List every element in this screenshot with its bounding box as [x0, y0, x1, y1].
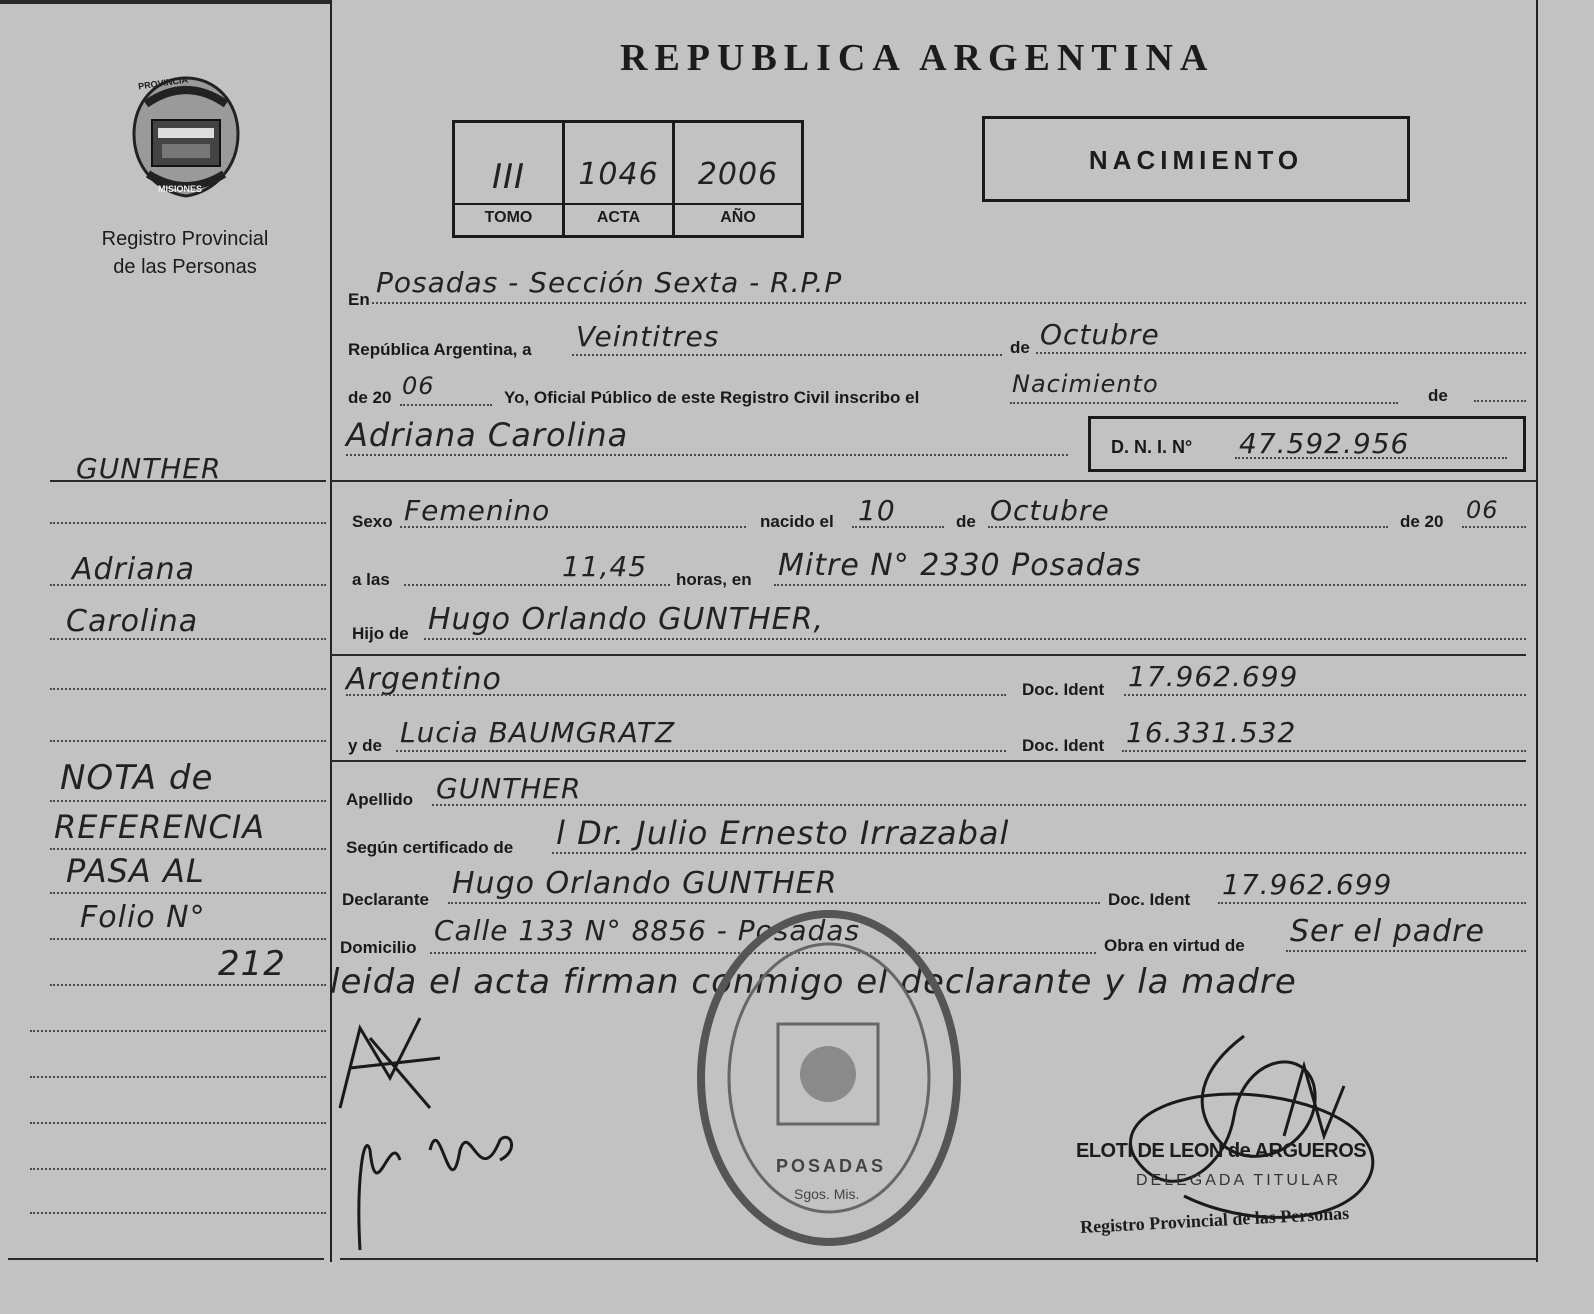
- provincial-seal-icon: [126, 74, 246, 200]
- anio-label: AÑO: [720, 209, 756, 226]
- form-dots: [1218, 902, 1526, 904]
- de-label: de: [1010, 338, 1030, 357]
- doc-type-box: [982, 116, 1410, 202]
- signatory-name: ELOTI DE LEON de ARGUEROS: [1076, 1140, 1367, 1162]
- doc-label: Doc. Ident: [1022, 680, 1105, 699]
- margin-note-3: PASA AL: [66, 852, 205, 890]
- form-dots: [1286, 950, 1526, 952]
- form-dots: [372, 302, 1526, 304]
- form-dots: [424, 638, 1526, 640]
- margin-note-5: 212: [218, 944, 286, 984]
- top-left-border: [0, 0, 330, 4]
- nacido-anio: 06: [1466, 496, 1499, 524]
- dia-value: Veintitres: [576, 320, 720, 353]
- form-dots: [774, 584, 1526, 586]
- hora-value: 11,45: [562, 550, 648, 583]
- form-dots: [852, 526, 944, 528]
- country-title: REPUBLICA ARGENTINA: [620, 37, 1215, 79]
- margin-dots: [30, 1122, 326, 1124]
- right-frame-line: [1536, 0, 1538, 1262]
- margin-dots: [30, 1030, 326, 1032]
- horas-label: horas, en: [676, 570, 752, 589]
- form-separator: [330, 760, 1526, 762]
- form-dots: [572, 354, 1002, 356]
- leida-value: leida el acta firman conmigo el declarante y la madre: [330, 962, 1297, 1002]
- nacido-dia: 10: [858, 494, 896, 527]
- apellido-value: GUNTHER: [436, 772, 582, 805]
- margin-dots: [50, 522, 326, 524]
- de20-label: de 20: [348, 388, 392, 407]
- declarante-doc: 17.962.699: [1222, 868, 1393, 901]
- registry-title-line1: Registro Provincial: [101, 228, 269, 250]
- padre-value: Hugo Orlando GUNTHER,: [428, 602, 824, 637]
- domicilio-value: Calle 133 N° 8856 - Posadas: [434, 914, 861, 947]
- lugar-value: Mitre N° 2330 Posadas: [778, 548, 1142, 583]
- de-label-2: de: [1428, 386, 1448, 405]
- margin-dots: [30, 1076, 326, 1078]
- seal-bottom-text: MISIONES: [158, 184, 203, 194]
- form-dots: [396, 750, 1006, 752]
- form-separator: [330, 654, 1526, 656]
- form-dots: [1124, 694, 1526, 696]
- bottom-left-border: [8, 1258, 324, 1260]
- form-dots: [404, 584, 670, 586]
- doc-label-declarante: Doc. Ident: [1108, 890, 1191, 909]
- domicilio-label: Domicilio: [340, 938, 417, 957]
- margin-given-2: Carolina: [66, 604, 199, 639]
- de20-label-2: de 20: [1400, 512, 1444, 531]
- doc-type-label: NACIMIENTO: [1088, 145, 1304, 175]
- margin-note-2: REFERENCIA: [54, 808, 266, 846]
- acta-value: 1046: [578, 157, 659, 192]
- dni-label: D. N. I. N°: [1111, 437, 1193, 457]
- form-dots: [1122, 750, 1526, 752]
- acta-label: ACTA: [596, 209, 641, 226]
- alas-label: a las: [352, 570, 390, 589]
- tomo-label: TOMO: [484, 209, 533, 226]
- witness-signature-2: [350, 1090, 530, 1260]
- dni-box: [1088, 416, 1526, 472]
- stamp-city: POSADAS: [776, 1156, 887, 1176]
- obra-value: Ser el padre: [1290, 914, 1485, 949]
- margin-dots: [50, 848, 326, 850]
- margin-dots: [30, 1212, 326, 1214]
- mes-value: Octubre: [1040, 318, 1160, 351]
- republica-label: República Argentina, a: [348, 340, 532, 359]
- margin-dots: [50, 938, 326, 940]
- sexo-value: Femenino: [404, 494, 551, 527]
- en-value: Posadas - Sección Sexta - R.P.P: [376, 266, 843, 299]
- en-label: En: [348, 290, 370, 309]
- oficial-label: Yo, Oficial Público de este Registro Civil inscribo el: [504, 388, 920, 407]
- signatory-office: Registro Provincial de las Personas: [1079, 1202, 1350, 1238]
- stamp-province: Sgos. Mis.: [794, 1186, 860, 1202]
- form-dots: [1010, 402, 1398, 404]
- nombre-value: Adriana Carolina: [346, 416, 629, 454]
- apellido-label: Apellido: [346, 790, 414, 809]
- sexo-label: Sexo: [352, 512, 393, 531]
- declarante-label: Declarante: [342, 890, 429, 909]
- anio-value: 2006: [697, 157, 779, 192]
- margin-note-4: Folio N°: [80, 900, 206, 935]
- tomo-value: III: [491, 157, 526, 197]
- margin-line: [50, 480, 326, 482]
- form-dots: [1462, 526, 1526, 528]
- form-dots: [448, 902, 1100, 904]
- obra-label: Obra en virtud de: [1104, 936, 1245, 955]
- registry-title-line2: de las Personas: [113, 256, 257, 278]
- madre-value: Lucia BAUMGRATZ: [400, 716, 676, 749]
- margin-dots: [50, 892, 326, 894]
- form-dots: [400, 404, 492, 406]
- form-dots: [552, 852, 1526, 854]
- margin-dots: [50, 984, 326, 986]
- margin-given-1: Adriana: [72, 552, 196, 587]
- padre-doc: 17.962.699: [1128, 660, 1299, 693]
- nacido-label: nacido el: [760, 512, 834, 531]
- segun-value: l Dr. Julio Ernesto Irrazabal: [556, 814, 1010, 852]
- margin-dots: [50, 740, 326, 742]
- form-dots: [1235, 457, 1507, 459]
- segun-label: Según certificado de: [346, 838, 514, 857]
- form-dots: [346, 454, 1068, 456]
- form-dots: [346, 694, 1006, 696]
- doc-label-madre: Doc. Ident: [1022, 736, 1105, 755]
- anio-value-form: 06: [402, 372, 435, 400]
- form-dots: [1036, 352, 1526, 354]
- record-box: [452, 120, 804, 238]
- seal-top-text: PROVINCIA: [137, 74, 189, 92]
- padre-nacionalidad: Argentino: [346, 662, 502, 697]
- dni-value: 47.592.956: [1239, 427, 1410, 460]
- form-dots: [432, 804, 1526, 806]
- margin-dots: [50, 638, 326, 640]
- yde-label: y de: [348, 736, 383, 755]
- inscribo-value: Nacimiento: [1012, 370, 1159, 398]
- margin-dots: [50, 584, 326, 586]
- nacido-mes: Octubre: [990, 494, 1110, 527]
- margin-dots: [50, 800, 326, 802]
- margin-note-1: NOTA de: [60, 758, 214, 798]
- margin-dots: [50, 688, 326, 690]
- de-label-3: de: [956, 512, 976, 531]
- madre-doc: 16.331.532: [1126, 716, 1297, 749]
- hijo-label: Hijo de: [352, 624, 409, 643]
- margin-surname: GUNTHER: [76, 452, 222, 485]
- declarante-value: Hugo Orlando GUNTHER: [452, 866, 838, 901]
- form-separator: [330, 480, 1536, 482]
- form-dots: [1474, 400, 1526, 402]
- signatory-title: DELEGADA TITULAR: [1136, 1172, 1342, 1189]
- margin-dots: [30, 1168, 326, 1170]
- form-dots: [400, 526, 746, 528]
- form-dots: [988, 526, 1388, 528]
